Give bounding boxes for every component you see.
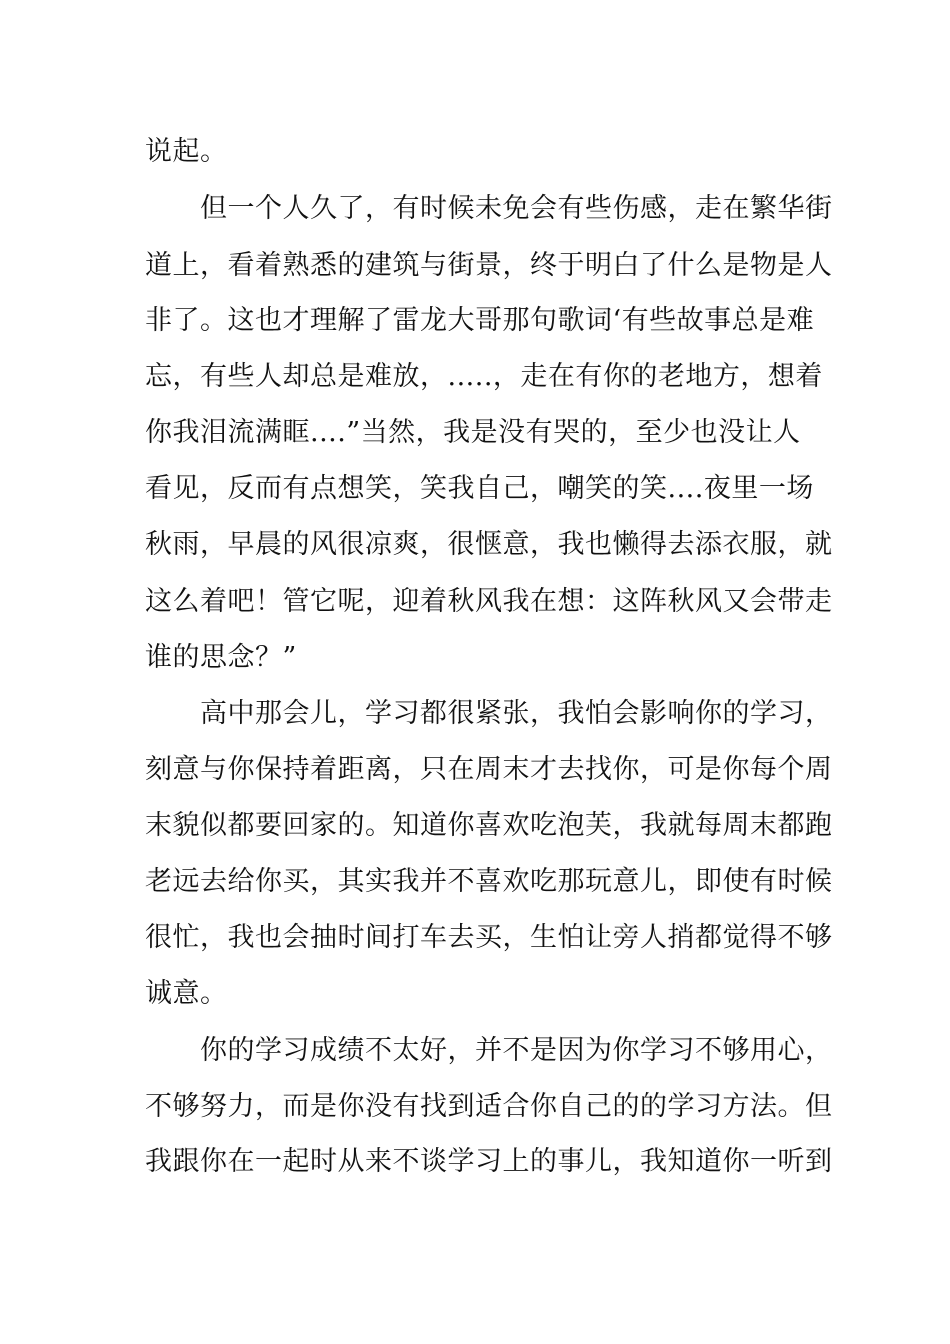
text-line: 老远去给你买，其实我并不喜欢吃那玩意儿，即使有时候 bbox=[145, 866, 833, 897]
text-line: 说起。 bbox=[145, 136, 228, 167]
text-line: 末貌似都要回家的。知道你喜欢吃泡芙，我就每周末都跑 bbox=[145, 810, 833, 841]
text-line: 诚意。 bbox=[145, 978, 228, 1009]
text-line: 秋雨，早晨的风很凉爽，很惬意，我也懒得去添衣服，就 bbox=[145, 529, 833, 560]
paragraph-first-line: 高中那会儿，学习都很紧张，我怕会影响你的学习， bbox=[200, 698, 833, 729]
text-line: 道上，看着熟悉的建筑与街景，终于明白了什么是物是人 bbox=[145, 250, 833, 281]
text-line: 非了。这也才理解了雷龙大哥那句歌词‘有些故事总是难 bbox=[145, 305, 815, 336]
text-line: 很忙，我也会抽时间打车去买，生怕让旁人捎都觉得不够 bbox=[145, 922, 833, 953]
text-line: 刻意与你保持着距离，只在周末才去找你，可是你每个周 bbox=[145, 754, 833, 785]
paragraph-first-line: 你的学习成绩不太好，并不是因为你学习不够用心， bbox=[200, 1035, 833, 1066]
text-line: 这么着吧！管它呢，迎着秋风我在想：这阵秋风又会带走 bbox=[145, 586, 833, 617]
paragraph-first-line: 但一个人久了，有时候未免会有些伤感，走在繁华街 bbox=[200, 193, 833, 224]
text-line: 看见，反而有点想笑，笑我自己，嘲笑的笑....夜里一场 bbox=[145, 473, 814, 504]
text-line: 我跟你在一起时从来不谈学习上的事儿，我知道你一听到 bbox=[145, 1146, 833, 1177]
text-line: 你我泪流满眶....”当然，我是没有哭的，至少也没让人 bbox=[145, 417, 801, 448]
text-line: 不够努力，而是你没有找到适合你自己的的学习方法。但 bbox=[145, 1091, 833, 1122]
text-line: 谁的思念？” bbox=[145, 642, 297, 673]
text-line: 忘，有些人却总是难放，.....，走在有你的老地方，想着 bbox=[145, 361, 823, 392]
